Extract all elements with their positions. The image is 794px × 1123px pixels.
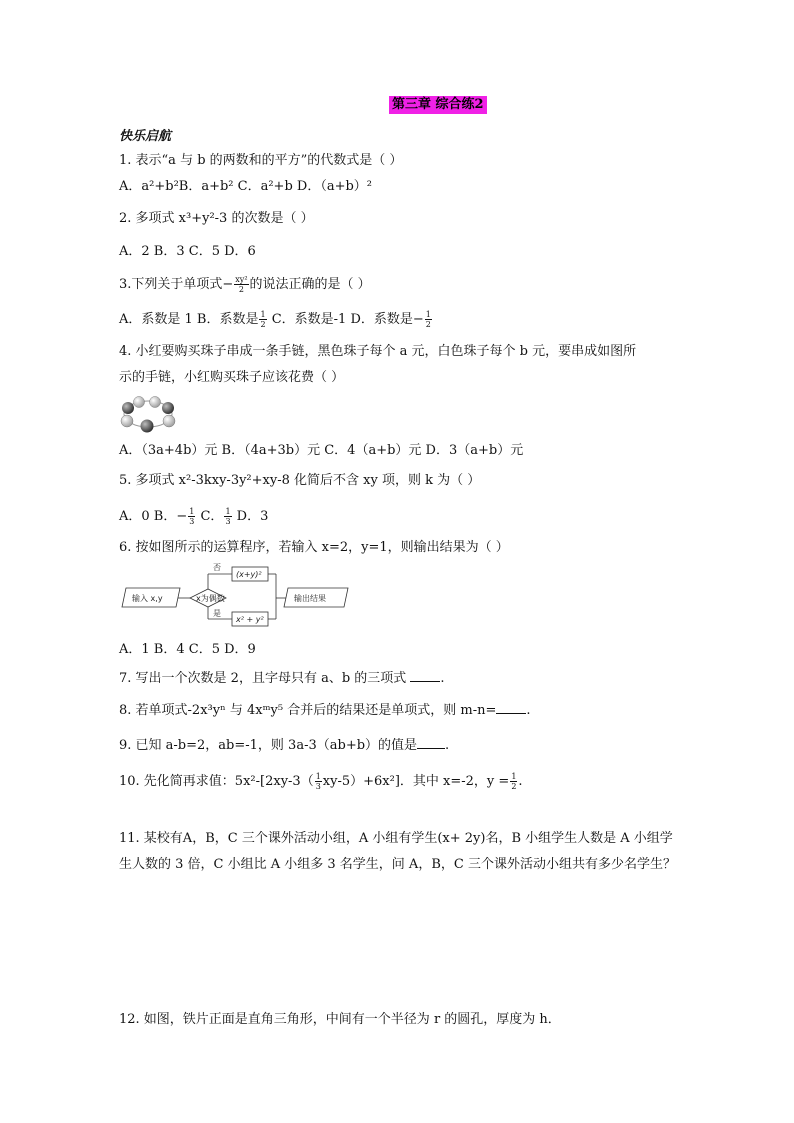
page-title: 第三章 综合练2 xyxy=(389,96,487,114)
flow-branch-yes: 是 xyxy=(213,609,221,618)
fraction-denominator: 3 xyxy=(225,517,231,526)
question-4-options: A．（3a+4b）元 B．（4a+3b）元 C．4（a+b）元 D．3（a+b）元 xyxy=(119,443,524,458)
question-3-stem-end: 的说法正确的是（ ） xyxy=(249,277,371,292)
question-10-stem-end: xy-5）+6x²]．其中 x=-2，y = xyxy=(322,774,510,789)
bead-white xyxy=(163,415,175,427)
bead-black xyxy=(122,402,134,414)
question-1-stem: 1. 表示“a 与 b 的两数和的平方”的代数式是（ ） xyxy=(119,153,403,168)
question-10-y-fraction xyxy=(510,772,517,791)
question-5-option-ab: A．0 B．− xyxy=(119,509,188,524)
flow-decision-label: x为偶数 xyxy=(196,594,225,603)
question-11: 11. 某校有A，B，C 三个课外活动小组，A 小组有学生(x+ 2y)名，B 小组学生人数是 A 小组学生人数的 3 倍，C 小组比 A 小组多 3 名学生，问 A，B，C 三个课外活动小组共有多少名学生？ xyxy=(119,831,676,872)
question-9-stem: 9. 已知 a-b=2，ab=-1，则 3a-3（ab+b）的值是 xyxy=(119,738,418,753)
bead-white xyxy=(134,397,145,408)
question-3-monomial-fraction xyxy=(234,275,248,294)
question-10-stem-start: 10. 先化简再求值：5x²-[2xy-3（ xyxy=(119,774,314,789)
flow-branch-no: 否 xyxy=(213,563,221,572)
question-3-option-b-fraction xyxy=(259,310,266,329)
question-2-options: A．2 B．3 C．5 D．6 xyxy=(119,244,256,259)
question-6-stem: 6. 按如图所示的运算程序，若输入 x=2，y=1，则输出结果为（ ） xyxy=(119,540,509,555)
bead-white xyxy=(150,397,161,408)
question-3-option-d-fraction xyxy=(425,310,432,329)
question-3-options xyxy=(119,310,433,329)
question-7-stem: 7. 写出一个次数是 2，且字母只有 a、b 的三项式 xyxy=(119,671,411,686)
fraction-denominator: 3 xyxy=(189,517,195,526)
question-3-option-cd: C．系数是-1 D．系数是− xyxy=(267,312,424,327)
question-10 xyxy=(119,772,523,791)
question-5-option-d: D．3 xyxy=(232,509,269,524)
question-4-stem-line-2: 示的手链，小红购买珠子应该花费（ ） xyxy=(119,370,345,385)
flow-output-label: 输出结果 xyxy=(294,594,326,603)
question-5-option-c-fraction xyxy=(224,507,231,526)
question-10-fraction xyxy=(315,772,322,791)
bead-white xyxy=(121,415,133,427)
fraction-denominator: 2 xyxy=(238,285,244,294)
fraction-numerator: 1 xyxy=(225,507,231,516)
question-5-stem: 5. 多项式 x²-3kxy-3y²+xy-8 化简后不含 xy 项，则 k 为（ ） xyxy=(119,473,481,488)
question-9 xyxy=(119,736,449,755)
question-7-end: . xyxy=(440,671,445,686)
fraction-numerator: 1 xyxy=(260,310,266,319)
question-12: 12. 如图，铁片正面是直角三角形，中间有一个半径为 r 的圆孔，厚度为 h． xyxy=(119,1012,561,1027)
question-5-option-c: C． xyxy=(196,509,224,524)
question-8 xyxy=(119,701,531,720)
question-5-options xyxy=(119,507,268,526)
question-6-options: A．1 B．4 C．5 D．9 xyxy=(119,642,256,657)
fraction-denominator: 2 xyxy=(511,782,517,791)
fraction-numerator: 1 xyxy=(511,772,517,781)
answer-blank[interactable] xyxy=(417,736,445,749)
section-heading: 快乐启航 xyxy=(119,129,172,144)
question-9-end: . xyxy=(445,738,450,753)
question-8-end: . xyxy=(526,703,531,718)
flow-expr-top: (x+y)² xyxy=(236,570,262,579)
question-10-end: . xyxy=(518,774,523,789)
fraction-denominator: 3 xyxy=(315,782,321,791)
fraction-numerator: 1 xyxy=(425,310,431,319)
question-7 xyxy=(119,669,445,688)
bead-black xyxy=(141,420,154,433)
fraction-numerator: xy² xyxy=(235,275,248,284)
fraction-numerator: 1 xyxy=(315,772,321,781)
bead-black xyxy=(162,402,174,414)
answer-blank[interactable] xyxy=(496,701,526,714)
question-3-stem xyxy=(119,275,371,294)
question-1-options: A．a²+b²B．a+b² C．a²+b D．（a+b）² xyxy=(119,179,372,194)
question-4-stem-line-1: 4. 小红要购买珠子串成一条手链，黑色珠子每个 a 元，白色珠子每个 b 元，要串成如图所 xyxy=(119,344,637,359)
fraction-denominator: 2 xyxy=(260,320,266,329)
question-8-stem: 8. 若单项式-2x³yⁿ 与 4xᵐy⁵ 合并后的结果还是单项式，则 m-n= xyxy=(119,703,497,718)
flowchart xyxy=(118,562,368,634)
answer-blank[interactable] xyxy=(410,669,440,682)
question-5-option-b-fraction xyxy=(188,507,195,526)
fraction-denominator: 2 xyxy=(425,320,431,329)
question-3-stem-start: 3.下列关于单项式− xyxy=(119,277,234,292)
question-3-option-ab: A．系数是 1 B．系数是 xyxy=(119,312,259,327)
flow-input-label: 输入 x,y xyxy=(132,594,163,603)
question-2-stem: 2. 多项式 x³+y²-3 的次数是（ ） xyxy=(119,211,314,226)
bracelet-figure xyxy=(117,394,179,434)
fraction-numerator: 1 xyxy=(189,507,195,516)
flow-expr-bottom: x² + y² xyxy=(236,615,264,624)
